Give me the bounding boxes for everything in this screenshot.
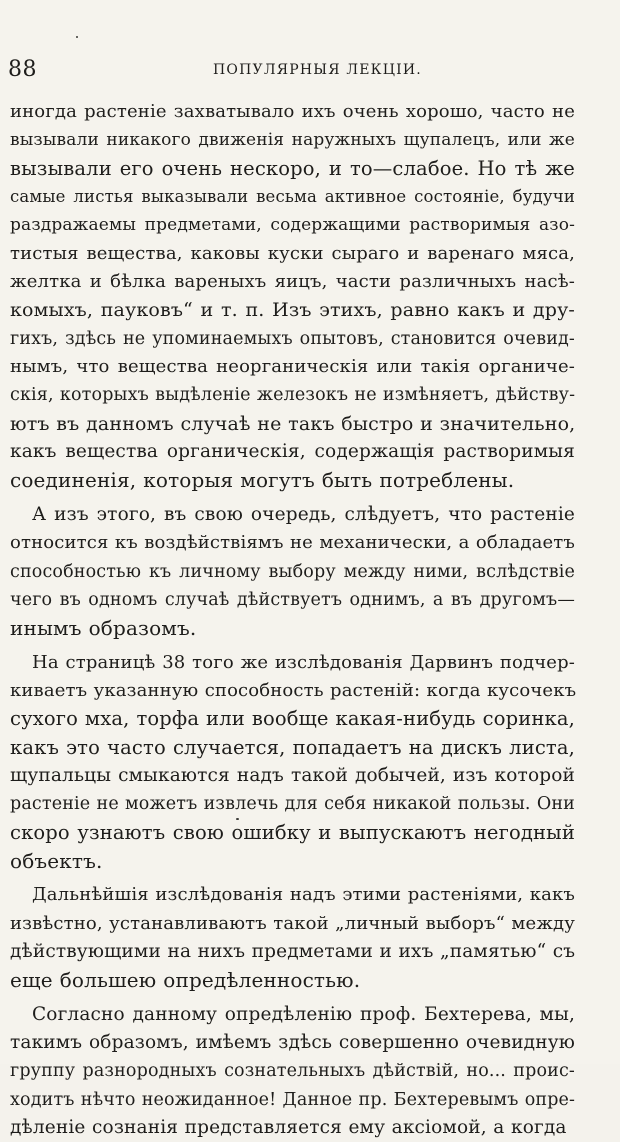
text-line: вызывали никакого движенія наружныхъ щупалецъ, или же	[10, 130, 575, 151]
paragraph	[10, 649, 575, 876]
text-line: щупальцы смыкаются надъ такой добычей, изъ которой	[10, 764, 575, 786]
text-line: гихъ, здѣсь не упоминаемыхъ опытовъ, становится очевид-	[10, 328, 575, 349]
text-line: Согласно данному опредѣленію проф. Бехтерева, мы,	[32, 1003, 575, 1025]
paragraph	[10, 1001, 575, 1142]
text-line: тистыя вещества, каковы куски сыраго и варенаго мяса,	[10, 242, 575, 264]
running-title: ПОПУЛЯРНЫЯ ЛЕКЦІИ.	[213, 62, 422, 78]
text-line: Дальнѣйшія изслѣдованія надъ этими растеніями, какъ	[32, 884, 575, 906]
text-line: иногда растеніе захватывало ихъ очень хорошо, часто не	[10, 101, 575, 122]
page-number: 88	[8, 57, 37, 82]
body-text	[10, 98, 575, 1142]
text-line: сухого мха, торфа или вообще какая-нибудь соринка,	[10, 707, 575, 731]
scan-speck-mark	[76, 36, 78, 38]
text-line: На страницѣ 38 того же изслѣдованія Дарвинъ подчер-	[32, 651, 575, 673]
paragraph	[10, 501, 575, 643]
text-line: раздражаемы предметами, содержащими растворимыя азо-	[10, 215, 575, 236]
text-line: скоро узнаютъ свою ошибку и выпускаютъ негодный	[10, 820, 575, 844]
text-line: ютъ въ данномъ случаѣ не такъ быстро и значительно,	[10, 412, 576, 435]
text-line: желтка и бѣлка вареныхъ яицъ, части различныхъ насѣ-	[10, 271, 575, 293]
page-header	[8, 56, 598, 84]
text-line: ходитъ нѣчто неожиданное! Данное пр. Бехтеревымъ опре-	[10, 1089, 576, 1110]
text-line: нымъ, что вещества неорганическія или такія органиче-	[10, 356, 575, 378]
text-line: относится къ воздѣйствіямъ не механически, а обладаетъ	[10, 532, 575, 554]
text-line: объектъ.	[10, 848, 103, 873]
text-line: инымъ образомъ.	[10, 616, 197, 641]
text-line: извѣстно, устанавливаютъ такой „личный выборъ“ между	[10, 912, 575, 934]
text-line: комыхъ, пауковъ“ и т. п. Изъ этихъ, равно какъ и дру-	[10, 299, 575, 322]
text-line: группу разнородныхъ сознательныхъ дѣйствій, но... проис-	[10, 1061, 575, 1082]
text-line: А изъ этого, въ свою очередь, слѣдуетъ, что растеніе	[32, 503, 575, 525]
text-line: дѣленіе сознанія представляется ему аксіомой, а когда	[10, 1117, 567, 1139]
paragraph	[10, 98, 575, 495]
text-line: соединенія, которыя могутъ быть потреблены.	[10, 468, 515, 493]
text-line: растеніе не можетъ извлечь для себя никакой пользы. Они	[10, 794, 575, 815]
text-line: киваетъ указанную способность растеній: когда кусочекъ	[10, 679, 577, 701]
text-line: скія, которыхъ выдѣленіе железокъ не измѣняетъ, дѣйству-	[10, 385, 576, 406]
text-line: самые листья выказывали весьма активное состояніе, будучи	[10, 187, 575, 207]
text-line: дѣйствующими на нихъ предметами и ихъ „памятью“ съ	[10, 940, 576, 962]
text-line: какъ это часто случается, попадаетъ на дискъ листа,	[10, 735, 575, 759]
text-line: способностью къ личному выбору между ними, вслѣдствіе	[10, 561, 575, 582]
text-line: вызывали его очень нескоро, и то—слабое. Но тѣ же	[10, 156, 575, 180]
text-line: какъ вещества органическія, содержащія растворимыя	[10, 441, 575, 463]
text-line: такимъ образомъ, имѣемъ здѣсь совершенно очевидную	[10, 1032, 575, 1053]
paragraph	[10, 881, 575, 994]
text-line: чего въ одномъ случаѣ дѣйствуетъ однимъ, а въ другомъ—	[10, 589, 575, 610]
text-line: еще большею опредѣленностью.	[10, 968, 361, 993]
